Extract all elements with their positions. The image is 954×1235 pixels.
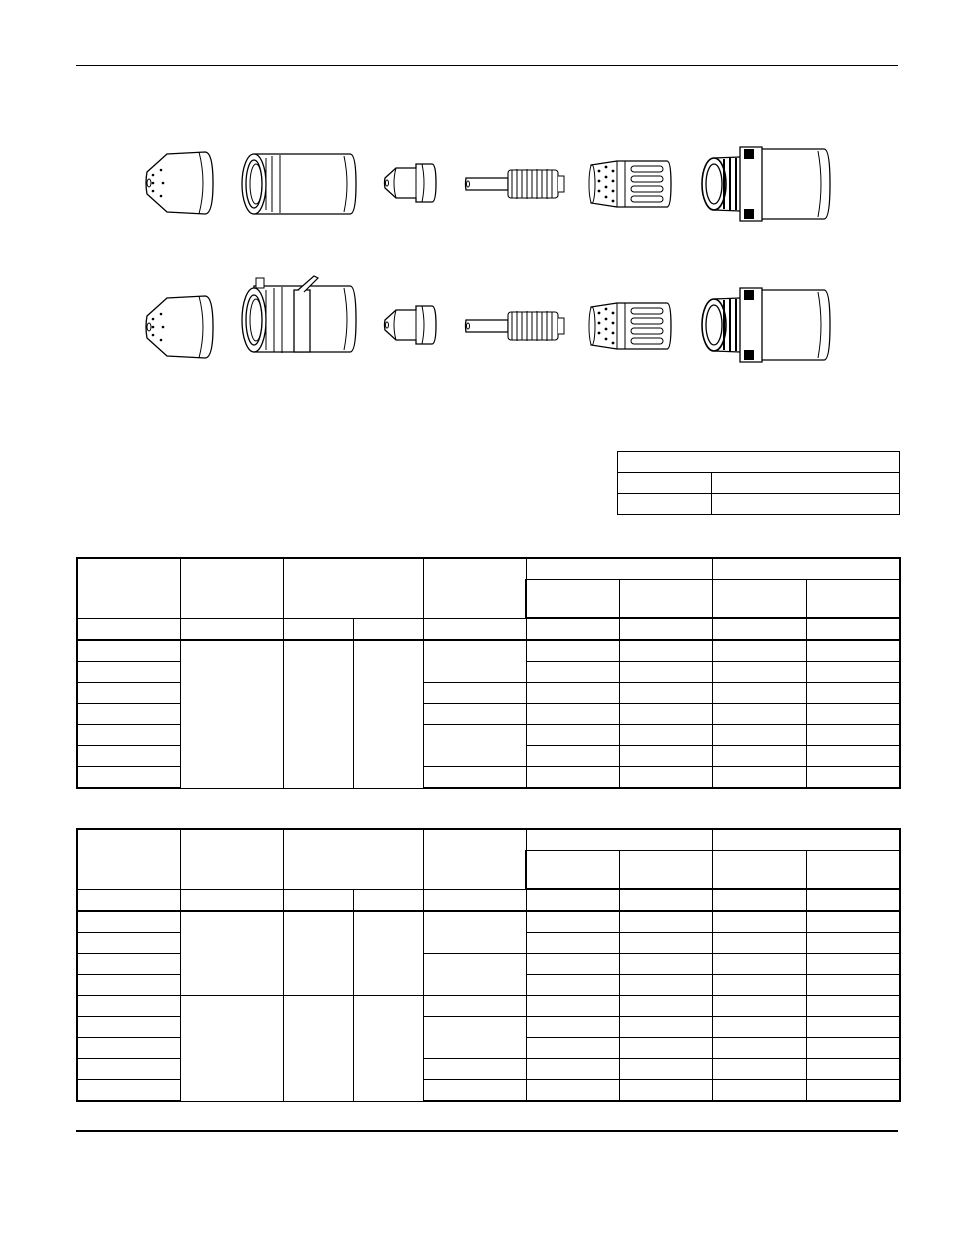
table-cell (712, 640, 806, 662)
units-cell (423, 889, 526, 911)
torch-body-icon (700, 286, 832, 364)
gas-settings-table (617, 451, 900, 515)
table-cell (806, 746, 900, 767)
gas-table-cell (712, 494, 900, 515)
table-cell (806, 975, 900, 996)
header-cell (283, 829, 423, 889)
header-cell (526, 851, 619, 890)
table-cell (526, 975, 619, 996)
units-cell (526, 889, 619, 911)
table-cell (423, 996, 526, 1017)
table-cell (77, 975, 180, 996)
table-cell (806, 911, 900, 933)
electrode-icon (464, 308, 568, 344)
table-cell (712, 1038, 806, 1059)
table-cell (712, 662, 806, 683)
swirl-ring-icon (587, 301, 673, 351)
units-cell (619, 889, 712, 911)
consumables-row-1 (0, 140, 954, 230)
header-cell (180, 558, 283, 618)
table-cell (712, 954, 806, 975)
header-group-cell (526, 829, 712, 851)
table-cell (526, 1038, 619, 1059)
header-cell (712, 580, 806, 619)
table-cell (619, 767, 712, 789)
table-cell (77, 704, 180, 725)
table-row (77, 911, 900, 933)
table-cell (77, 996, 180, 1017)
shield-icon (141, 294, 215, 360)
units-cell (712, 889, 806, 911)
table-cell (526, 767, 619, 789)
table-cell (423, 725, 526, 767)
table-cell (77, 1038, 180, 1059)
table-cell (712, 767, 806, 789)
shield-icon (141, 150, 215, 216)
table-cell (77, 1059, 180, 1080)
units-cell (283, 889, 353, 911)
gas-table-row (618, 473, 900, 494)
table-cell (806, 725, 900, 746)
table-cell (619, 911, 712, 933)
gas-table-row (618, 494, 900, 515)
table-cell (526, 704, 619, 725)
table-header-row (77, 558, 900, 580)
table-cell (353, 996, 423, 1102)
header-cell (619, 851, 712, 890)
units-cell (77, 889, 180, 911)
table-cell (806, 662, 900, 683)
table-cell (712, 975, 806, 996)
units-cell (806, 618, 900, 640)
table-cell (619, 725, 712, 746)
consumables-row-2 (0, 280, 954, 370)
header-group-cell (712, 829, 900, 851)
table-cell (619, 1017, 712, 1038)
units-cell (180, 889, 283, 911)
table-header-row (77, 829, 900, 851)
table-cell (77, 911, 180, 933)
nozzle-icon (382, 162, 438, 204)
table-cell (806, 1017, 900, 1038)
table-cell (423, 683, 526, 704)
header-cell (712, 851, 806, 890)
ohmic-retaining-cap-icon (240, 274, 358, 358)
header-group-cell (712, 558, 900, 580)
cut-chart-table-2 (76, 828, 901, 1102)
table-cell (712, 1017, 806, 1038)
table-units-row (77, 889, 900, 911)
table-cell (806, 933, 900, 954)
table-cell (712, 683, 806, 704)
header-cell (283, 558, 423, 618)
table-cell (526, 933, 619, 954)
table-cell (712, 725, 806, 746)
table-cell (619, 933, 712, 954)
table-cell (526, 683, 619, 704)
gas-table-cell (618, 473, 712, 494)
table-cell (423, 767, 526, 789)
table-cell (77, 640, 180, 662)
table-row (77, 996, 900, 1017)
table-cell (423, 640, 526, 683)
header-cell (77, 558, 180, 618)
table-cell (283, 996, 353, 1102)
retaining-cap-icon (240, 152, 358, 216)
table-cell (806, 1059, 900, 1080)
table-cell (423, 1017, 526, 1059)
table-cell (353, 640, 423, 788)
header-cell (423, 558, 526, 618)
table-cell (619, 975, 712, 996)
table-cell (353, 911, 423, 996)
table-cell (180, 911, 283, 996)
table-cell (77, 683, 180, 704)
footer-rule (76, 1130, 898, 1132)
table-cell (806, 767, 900, 789)
gas-table-header-cell (618, 452, 900, 473)
header-cell (526, 580, 619, 619)
table-cell (423, 954, 526, 996)
table-cell (526, 1059, 619, 1080)
table-cell (619, 1038, 712, 1059)
table-cell (526, 996, 619, 1017)
table-cell (526, 640, 619, 662)
gas-table-cell (712, 473, 900, 494)
table-cell (619, 662, 712, 683)
gas-table-cell (618, 494, 712, 515)
table-cell (77, 725, 180, 746)
torch-body-icon (700, 145, 832, 223)
header-rule (76, 65, 898, 66)
table-units-row (77, 618, 900, 640)
swirl-ring-icon (587, 159, 673, 209)
units-cell (423, 618, 526, 640)
table-cell (77, 767, 180, 789)
cut-chart-table-1 (76, 557, 901, 789)
table-cell (283, 640, 353, 788)
table-cell (180, 996, 283, 1102)
table-cell (712, 911, 806, 933)
header-cell (77, 829, 180, 889)
table-cell (283, 911, 353, 996)
nozzle-icon (382, 304, 438, 346)
table-cell (806, 954, 900, 975)
table-cell (526, 954, 619, 975)
electrode-icon (464, 166, 568, 202)
table-cell (526, 662, 619, 683)
table-cell (712, 1059, 806, 1080)
table-cell (712, 933, 806, 954)
table-cell (77, 746, 180, 767)
units-cell (353, 889, 423, 911)
table-cell (806, 704, 900, 725)
table-cell (526, 911, 619, 933)
table-cell (806, 683, 900, 704)
table-cell (712, 1080, 806, 1102)
table-cell (619, 1080, 712, 1102)
table-cell (712, 996, 806, 1017)
table-cell (619, 640, 712, 662)
table-cell (180, 640, 283, 788)
table-cell (526, 1017, 619, 1038)
table-cell (77, 933, 180, 954)
gas-table-header-row (618, 452, 900, 473)
table-cell (619, 704, 712, 725)
header-cell (806, 580, 900, 619)
units-cell (283, 618, 353, 640)
units-cell (353, 618, 423, 640)
header-cell (619, 580, 712, 619)
table-cell (77, 954, 180, 975)
units-cell (526, 618, 619, 640)
units-cell (712, 618, 806, 640)
table-cell (77, 1017, 180, 1038)
table-cell (423, 1080, 526, 1102)
units-cell (77, 618, 180, 640)
table-cell (619, 954, 712, 975)
header-cell (180, 829, 283, 889)
units-cell (806, 889, 900, 911)
table-cell (806, 996, 900, 1017)
units-cell (619, 618, 712, 640)
table-cell (526, 746, 619, 767)
table-cell (423, 704, 526, 725)
units-cell (180, 618, 283, 640)
table-cell (806, 640, 900, 662)
table-row (77, 640, 900, 662)
table-cell (806, 1080, 900, 1102)
header-group-cell (526, 558, 712, 580)
table-cell (619, 683, 712, 704)
header-cell (806, 851, 900, 890)
table-cell (619, 1059, 712, 1080)
table-cell (806, 1038, 900, 1059)
table-cell (526, 725, 619, 746)
table-cell (619, 996, 712, 1017)
table-cell (423, 911, 526, 954)
header-cell (423, 829, 526, 889)
table-cell (77, 1080, 180, 1102)
table-cell (526, 1080, 619, 1102)
table-cell (619, 746, 712, 767)
table-cell (423, 1059, 526, 1080)
table-cell (77, 662, 180, 683)
table-cell (712, 746, 806, 767)
table-cell (712, 704, 806, 725)
